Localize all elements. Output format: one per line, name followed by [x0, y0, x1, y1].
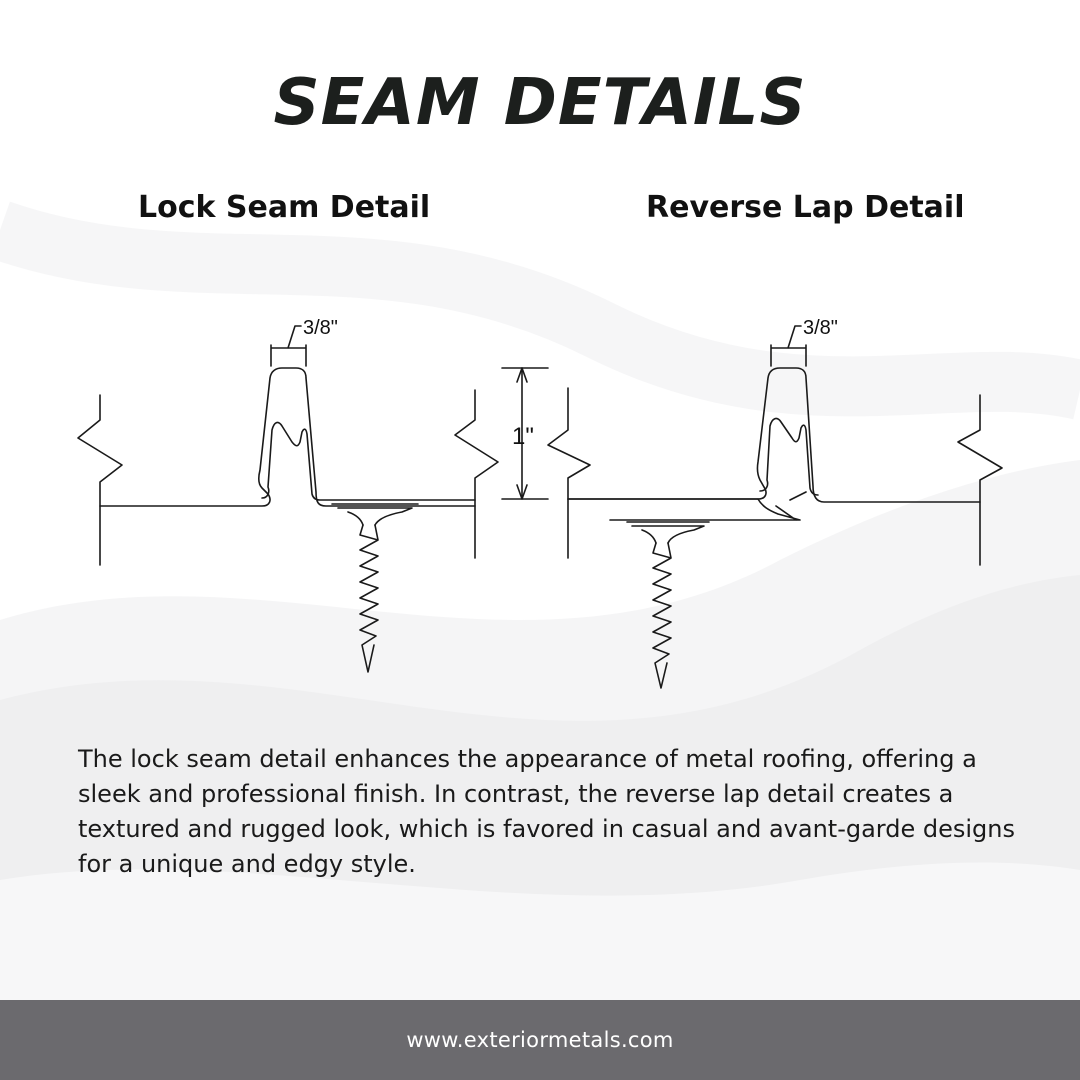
- lock-seam-screw-head-left: [348, 512, 363, 525]
- description-text: The lock seam detail enhances the appearance of metal roofing, offering a sleek and professional finish. In contrast, the reverse lap detail creates a textured and rugged look, which is favored in casual and avant-garde designs for a unique and edgy style.: [78, 745, 1015, 878]
- reverse-lap-lower-panel: [568, 368, 980, 502]
- seam-diagram: [0, 300, 1080, 700]
- reverse-lap-underside: [568, 492, 806, 520]
- reverse-lap-right-break-line: [958, 395, 1002, 565]
- website-link[interactable]: www.exteriormetals.com: [406, 1028, 674, 1052]
- lock-seam-screw-shank: [360, 525, 378, 672]
- reverse-lap-screw-head: [627, 522, 709, 543]
- footer-bar: [0, 1000, 1080, 1080]
- lock-seam-inner-fold: [262, 423, 475, 500]
- height-label: 1": [512, 423, 534, 450]
- lock-seam-drawing: [78, 317, 498, 672]
- lock-seam-panel-outline: [100, 368, 475, 506]
- lock-seam-right-break-line: [455, 390, 498, 558]
- reverse-lap-width-label: 3/8": [803, 317, 838, 339]
- reverse-lap-drawing: [548, 317, 1002, 688]
- reverse-lap-screw-shank: [653, 543, 671, 688]
- lock-seam-width-dimension: [271, 326, 306, 366]
- reverse-lap-left-break-line: [548, 388, 590, 558]
- reverse-lap-screw-head-left: [642, 530, 656, 543]
- lock-seam-width-label: 3/8": [303, 317, 338, 339]
- page-title: SEAM DETAILS: [273, 66, 807, 140]
- reverse-lap-width-dimension: [771, 326, 806, 366]
- lock-seam-left-break-line: [78, 395, 122, 565]
- reverse-lap-heading: Reverse Lap Detail: [646, 190, 965, 225]
- lock-seam-screw-head: [332, 504, 418, 525]
- lock-seam-heading: Lock Seam Detail: [138, 190, 431, 225]
